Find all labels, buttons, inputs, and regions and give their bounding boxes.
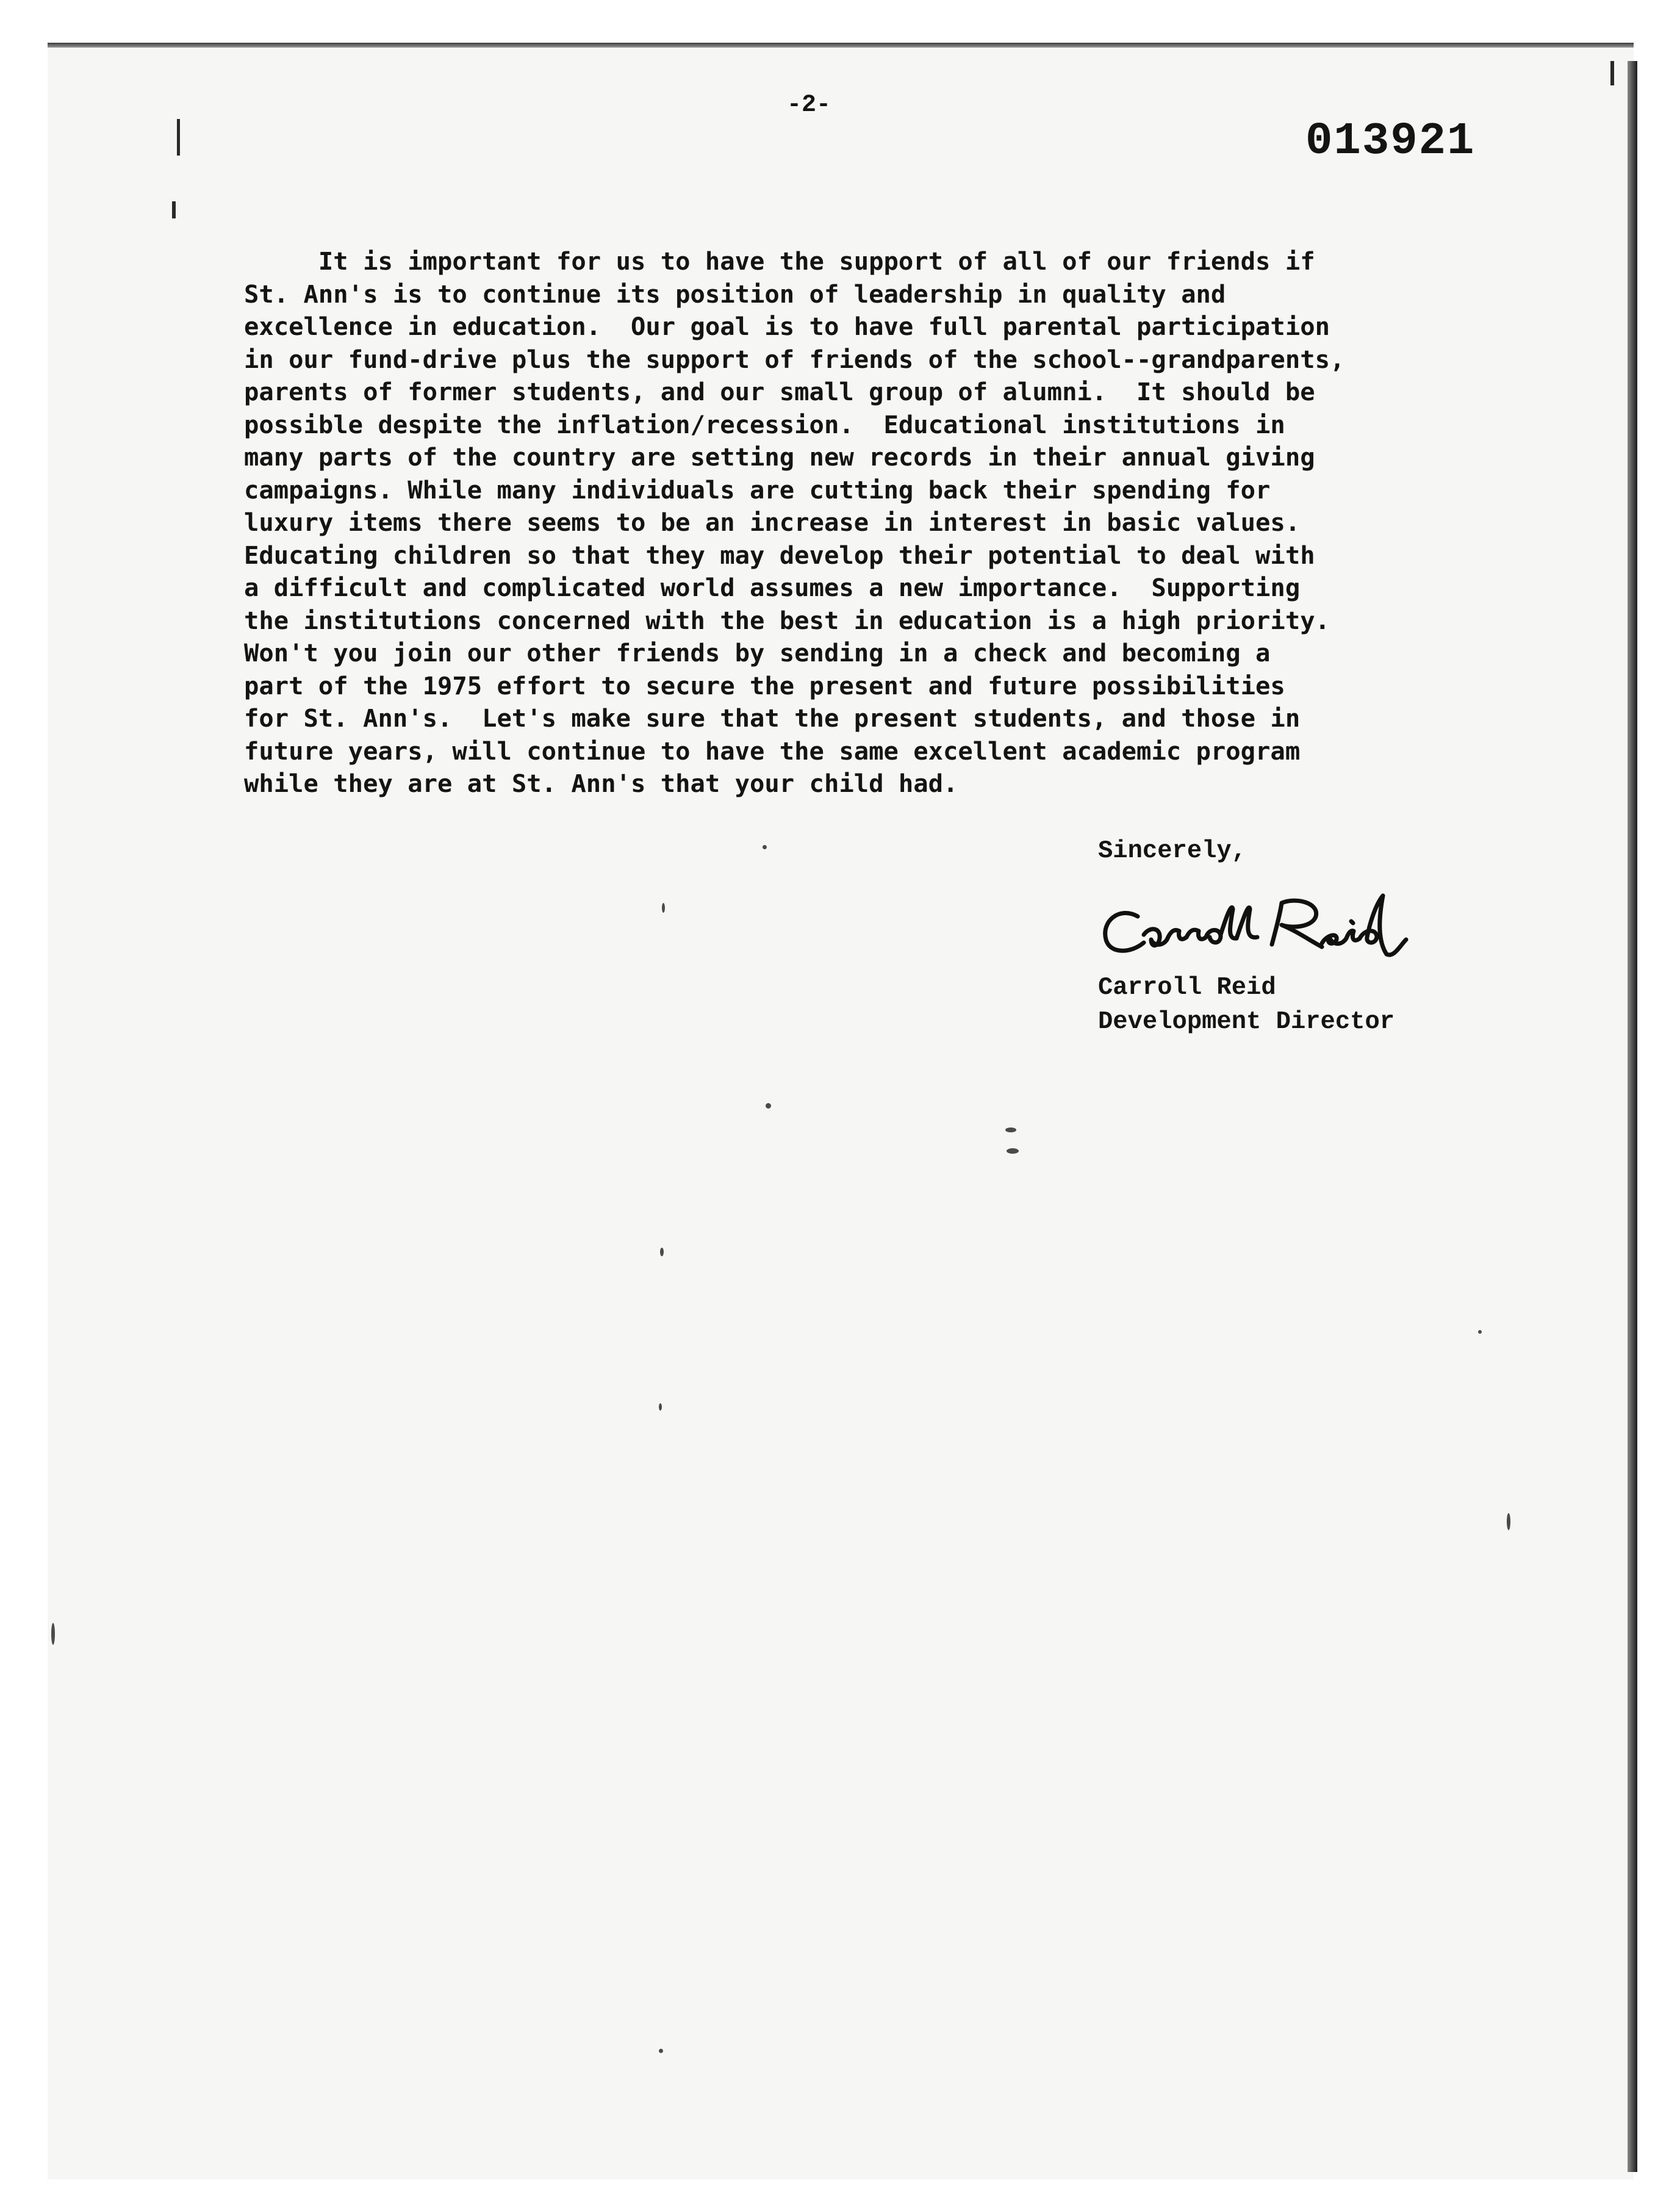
scan-speck — [766, 1103, 771, 1109]
scan-speck — [51, 1623, 55, 1645]
scan-speck — [659, 2049, 663, 2053]
scan-speck — [1507, 1513, 1510, 1530]
signer-title: Development Director — [1098, 1008, 1395, 1036]
page-right-edge — [1628, 61, 1637, 2172]
signer-name: Carroll Reid — [1098, 974, 1276, 1002]
scan-speck — [660, 1248, 664, 1256]
letter-body: It is important for us to have the support of all of our friends if St. Ann's is to continue its position of leadership in quality and excellence in education. Our goal is to have full parental participation in our fund-drive plus the support of friends of the school--grandparents, parents of former students, and our small group of alumni. It should be possible despite the inflation/recession. Educational institutions in many parts of the country are setting new records in their annual giving campaigns. While many individuals are cutting back their spending for luxury items there seems to be an increase in interest in basic values. Educating children so that they may develop their potential to deal with a difficult and complicated world assumes a new importance. Supporting the institutions concerned with the best in education is a high priority. Won't you join our other friends by sending in a check and becoming a part of the 1975 effort to secure the present and future possibilities for St. Ann's. Let's make sure that the present students, and those in future years, will continue to have the same excellent academic program while they are at St. Ann's that your child had. — [244, 246, 1345, 798]
margin-mark — [172, 201, 176, 218]
scan-speck — [1005, 1127, 1016, 1132]
page-top-edge — [48, 43, 1634, 48]
page-number: -2- — [787, 92, 831, 119]
closing-salutation: Sincerely, — [1098, 837, 1247, 865]
scan-speck — [659, 1403, 662, 1411]
document-id: 013921 — [1305, 116, 1476, 167]
margin-mark — [1610, 61, 1614, 85]
scan-speck — [763, 845, 767, 849]
handwritten-signature — [1095, 879, 1461, 970]
margin-mark — [177, 119, 180, 156]
scan-speck — [1007, 1148, 1019, 1154]
scan-speck — [662, 903, 665, 913]
scan-speck — [1478, 1330, 1482, 1334]
